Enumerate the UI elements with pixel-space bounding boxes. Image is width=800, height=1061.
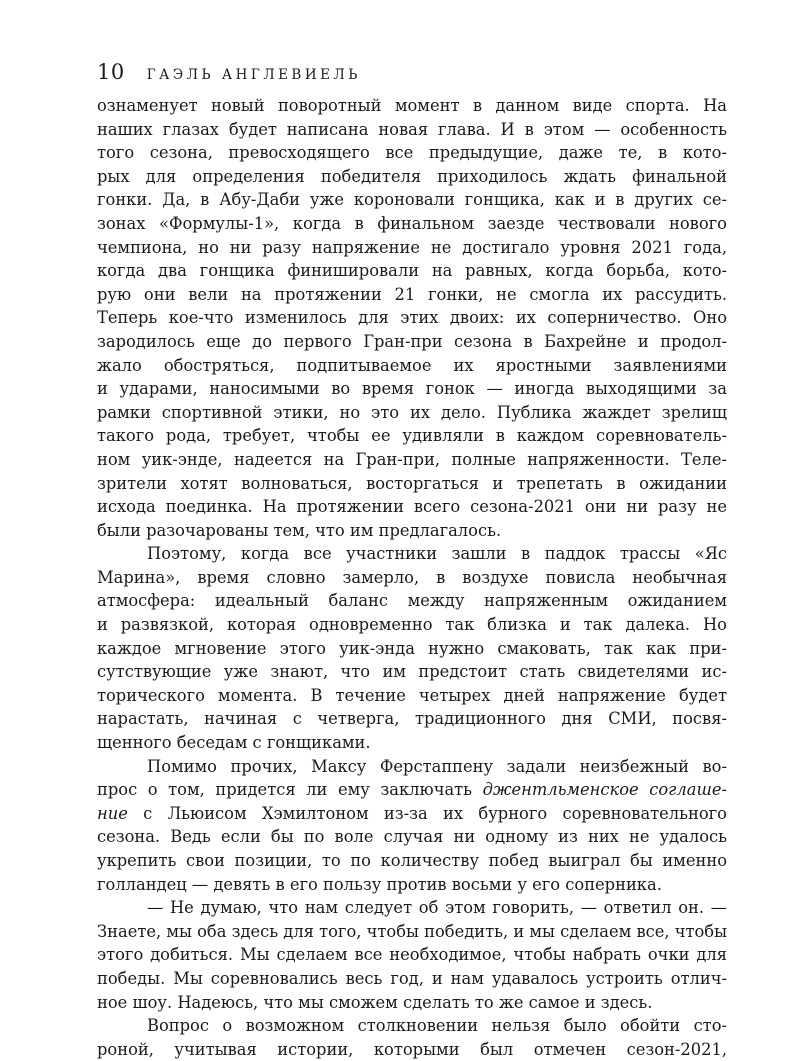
text-line: Марина», время словно замерло, в воздухе повисла необычная [97,567,727,587]
text-run: с Льюисом Хэмилтоном из-за их бурного соревновательного [127,803,727,823]
text-line: Поэтому, когда все участники зашли в паддок трассы «Яс [147,544,727,564]
text-line: ознаменует новый поворотный момент в данном виде спорта. На [97,96,727,115]
text-line: Помимо прочих, Максу Ферстаппену задали неизбежный во- [147,756,727,776]
text-line: и развязкой, которая одновременно так близка и так далека. Но [97,615,727,635]
text-line: Теперь кое-что изменилось для этих двоих: их соперничество. Оно [97,308,727,328]
text-line: исхода поединка. На протяжении всего сезона-2021 они ни разу не [97,497,727,517]
text-line: ном уик-энде, надеется на Гран-при, полные напряженности. Теле- [97,449,727,469]
page-number: 10 [97,60,125,84]
text-line: щенного беседам с гонщиками. [97,733,371,753]
italic-phrase: ние [97,803,128,823]
body-text [97,94,727,1061]
text-line: сутствующие уже знают, что им предстоит стать свидетелями ис- [97,662,727,682]
text-line: нарастать, начиная с четверга, традиционного дня СМИ, посвя- [97,709,727,729]
text-line: рую они вели на протяжении 21 гонки, не смогла их рассудить. [97,284,727,304]
text-line: — Не думаю, что нам следует об этом говорить, — ответил он. — [147,898,727,918]
text-line: зародилось еще до первого Гран-при сезона в Бахрейне и продол- [97,331,727,351]
running-head [97,60,361,90]
text-line: атмосфера: идеальный баланс между напряженным ожиданием [97,591,727,611]
text-line: Знаете, мы оба здесь для того, чтобы победить, и мы сделаем все, чтобы [97,921,727,941]
text-line: зонах «Формулы-1», когда в финальном заезде чествовали нового [97,213,727,233]
text-line: того сезона, превосходящего все предыдущие, даже те, в кото- [97,143,727,163]
text-line: гонки. Да, в Абу-Даби уже короновали гонщика, как и в других се- [97,190,727,210]
text-line: Вопрос о возможном столкновении нельзя было обойти сто- [147,1016,727,1036]
text-run: прос о том, придется ли ему заключать [97,780,483,800]
text-line: были разочарованы тем, что им предлагалось. [97,520,502,540]
text-line-mixed [97,778,727,802]
text-line: и ударами, наносимыми во время гонок — иногда выходящими за [97,379,727,399]
text-line: наших глазах будет написана новая глава. И в этом — особенность [97,119,727,139]
text-line: победы. Мы соревновались весь год, и нам удавалось устроить отлич- [97,968,727,988]
running-head-author: ГАЭЛЬ АНГЛЕВИЕЛЬ [146,67,361,83]
text-line: рамки спортивной этики, но это их дело. Публика жаждет зрелищ [97,402,727,422]
text-line: жало обостряться, подпитываемое их яростными заявлениями [97,355,727,375]
text-line: рых для определения победителя приходилось ждать финальной [97,166,727,186]
text-line: роной, учитывая истории, которыми был отмечен сезон-2021, [97,1039,727,1059]
text-line: этого добиться. Мы сделаем все необходимое, чтобы набрать очки для [97,945,727,965]
text-line: когда два гонщика финишировали на равных, когда борьба, кото- [97,261,727,281]
text-line: сезона. Ведь если бы по воле случая ни одному из них не удалось [97,827,727,847]
text-line: чемпиона, но ни разу напряжение не достигало уровня 2021 года, [97,237,727,257]
text-line: ное шоу. Надеюсь, что мы сможем сделать то же самое и здесь. [97,992,653,1012]
text-line: голландец — девять в его пользу против восьми у его соперника. [97,874,662,894]
text-line: торического момента. В течение четырех дней напряжение будет [97,685,727,705]
text-line: такого рода, требует, чтобы ее удивляли в каждом соревнователь- [97,426,727,446]
text-line: укрепить свои позиции, то по количеству побед выиграл бы именно [97,851,727,870]
text-line: каждое мгновение этого уик-энда нужно смаковать, так как при- [97,638,727,658]
text-line-mixed [97,802,727,826]
italic-phrase: джентльменское соглаше- [482,780,727,800]
text-line: зрители хотят волноваться, восторгаться и трепетать в ожидании [97,473,727,493]
